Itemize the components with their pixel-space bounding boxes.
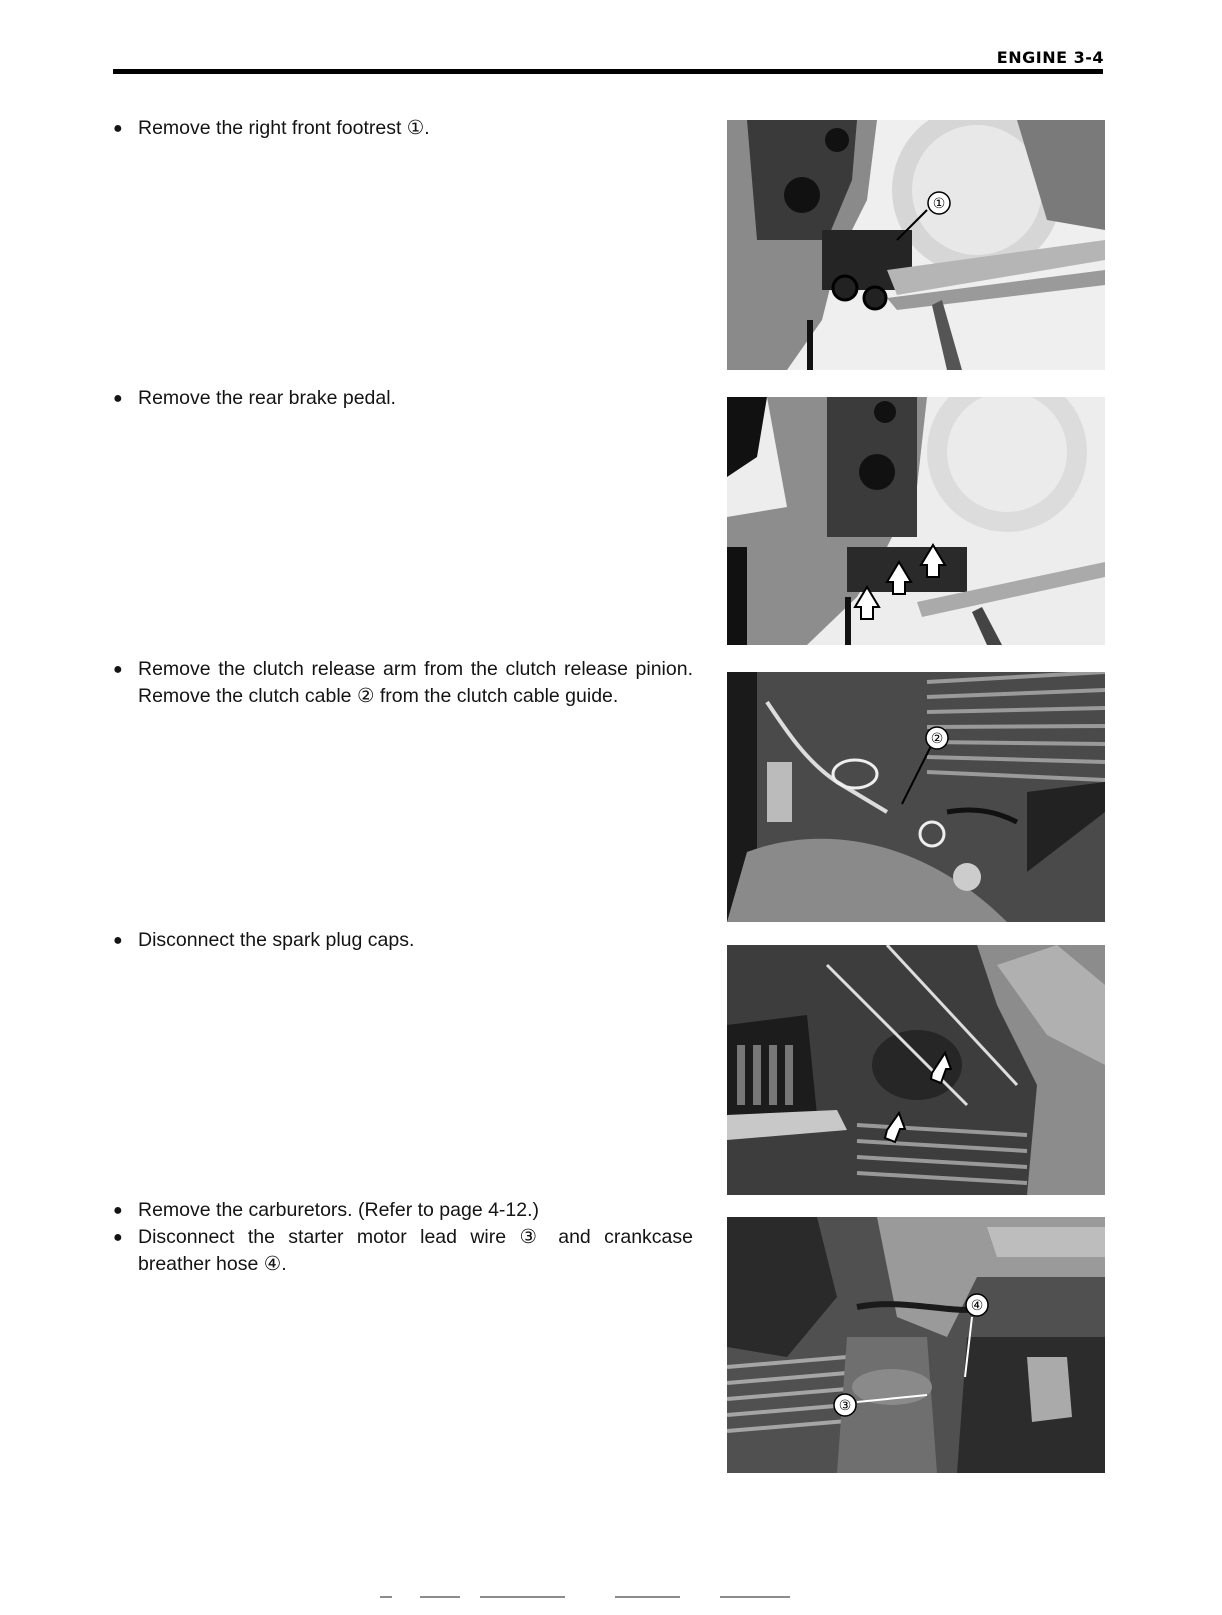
photo-spark-plug-caps (727, 945, 1105, 1195)
list-item (113, 927, 693, 954)
step-2 (113, 385, 693, 412)
bullet-icon: ● (113, 661, 123, 678)
callout-4: ④ (970, 1298, 984, 1314)
page-header-title: ENGINE 3-4 (996, 48, 1104, 67)
step-text: Remove the carburetors. (Refer to page 4-12.) (138, 1199, 540, 1221)
step-text: Disconnect the starter motor lead wire ③ and crankcase breather hose ④. (138, 1226, 693, 1275)
bullet-icon: ● (113, 932, 123, 949)
step-4 (113, 927, 693, 954)
header-rule (113, 69, 1103, 74)
list-item (113, 385, 693, 412)
callout-2: ② (930, 731, 944, 747)
bullet-icon: ● (113, 1202, 123, 1219)
bullet-icon: ● (113, 120, 123, 137)
photo-starter-motor (727, 1217, 1105, 1473)
step-3 (113, 656, 693, 710)
list-item (113, 1224, 693, 1278)
scan-artifact-lines (380, 1595, 830, 1599)
photo-brake-pedal (727, 397, 1105, 645)
step-text: Remove the right front footrest ①. (138, 117, 430, 139)
step-text: Disconnect the spark plug caps. (138, 929, 415, 951)
step-text: Remove the clutch release arm from the clutch release pinion. Remove the clutch cable ② from the clutch cable guide. (138, 658, 693, 707)
photo-clutch-cable (727, 672, 1105, 922)
step-1 (113, 115, 693, 142)
step-text: Remove the rear brake pedal. (138, 387, 396, 409)
photo-footrest (727, 120, 1105, 370)
bullet-icon: ● (113, 390, 123, 407)
bullet-icon: ● (113, 1229, 123, 1246)
list-item (113, 656, 693, 710)
callout-3: ③ (838, 1398, 852, 1414)
callout-1: ① (932, 196, 946, 212)
step-5 (113, 1197, 693, 1278)
list-item (113, 1197, 693, 1224)
list-item (113, 115, 693, 142)
